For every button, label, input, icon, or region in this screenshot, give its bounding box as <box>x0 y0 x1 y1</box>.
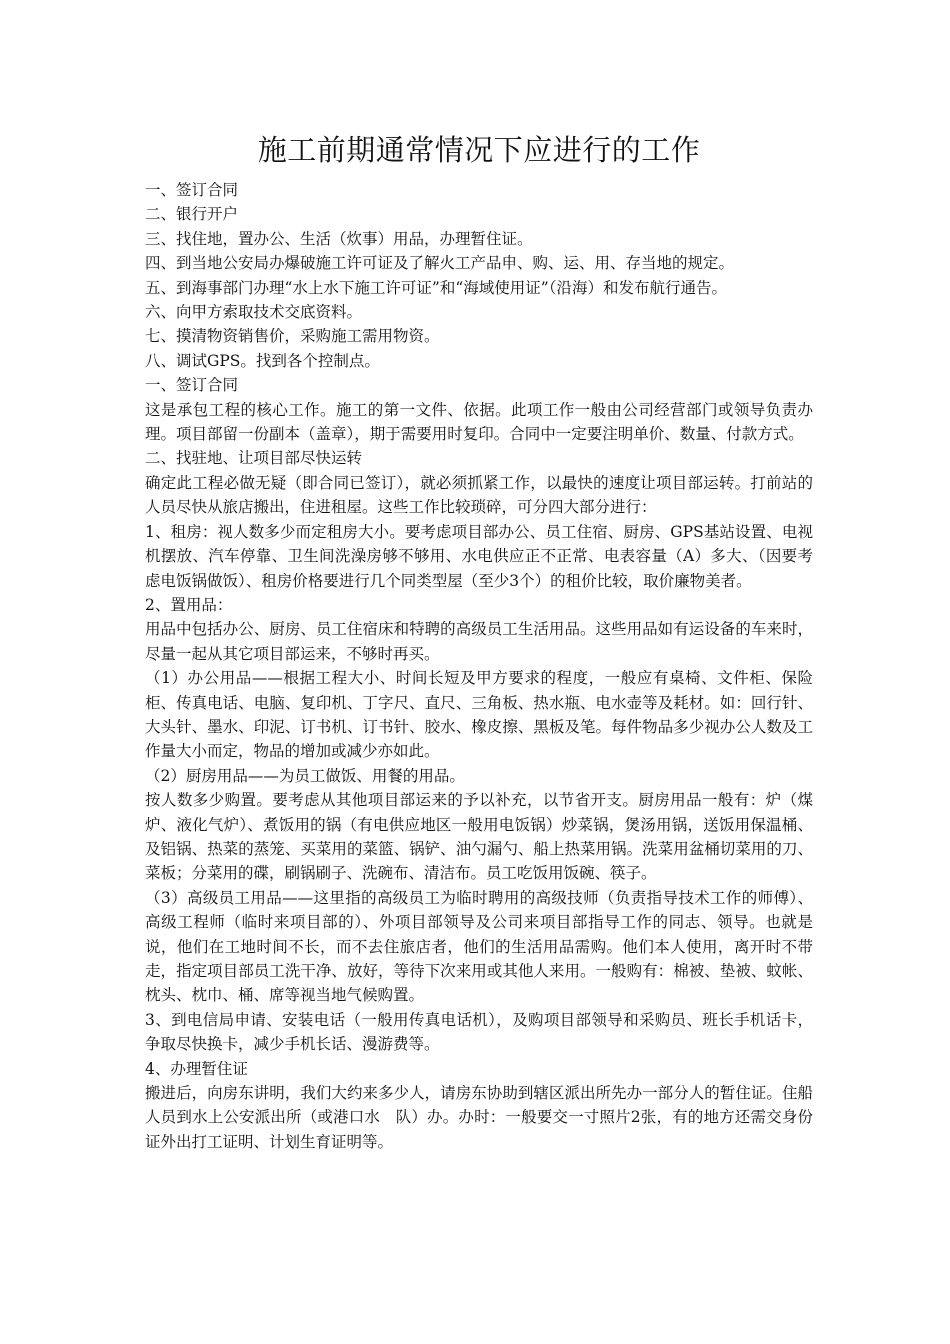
list-item-blasting-permit: 四、到当地公安局办爆破施工许可证及了解火工产品申、购、运、用、存当地的规定。 <box>145 254 735 273</box>
subheading-kitchen-supplies: （2）厨房用品——为员工做饭、用餐的用品。 <box>145 766 465 785</box>
paragraph-kitchen-supplies: 按人数多少购置。要考虑从其他项目部运来的予以补充，以节省开支。厨房用品一般有：炉（煤炉、液化气炉）、煮饭用的锅（有电供应地区一般用电饭锅）炒菜锅，煲汤用锅，送饭用保温桶、及铝锅、热菜的蒸笼、买菜用的菜篮、锅铲、油勺漏勺、船上热菜用锅。洗菜用盆桶切菜用的刀、菜板；分菜用的碟，刷锅刷子、洗碗布、清洁布。员工吃饭用饭碗、筷子。 <box>145 791 813 883</box>
document-title: 施工前期通常情况下应进行的工作 <box>257 133 701 167</box>
list-item-materials: 七、摸清物资销售价，采购施工需用物资。 <box>145 327 440 346</box>
section-heading-site: 二、找驻地、让项目部尽快运转 <box>145 449 363 468</box>
section-heading-contract: 一、签订合同 <box>145 376 239 395</box>
paragraph-supplies: 用品中包括办公、厨房、员工住宿床和特聘的高级员工生活用品。这些用品如有运设备的车来时，尽量一起从其它项目部运来，不够时再买。 <box>145 620 813 663</box>
list-item-residence: 三、找住地，置办公、生活（炊事）用品，办理暂住证。 <box>145 229 533 248</box>
document-page <box>145 128 813 1154</box>
paragraph-office-supplies: （1）办公用品——根据工程大小、时间长短及甲方要求的程度，一般应有桌椅、文件柜、保险柜、传真电话、电脑、复印机、丁字尺、直尺、三角板、热水瓶、电水壶等及耗材。如：回行针、大头针、墨水、印泥、订书机、订书针、胶水、橡皮擦、黑板及笔。每件物品多少视办公人数及工作量大小而定，物品的增加或减少亦如此。 <box>145 669 813 761</box>
paragraph-residence-permit: 搬进后，向房东讲明，我们大约来多少人，请房东协助到辖区派出所先办一部分人的暂住证。住船人员到水上公安派出所（或港口水 队）办。办时：一般要交一寸照片2张，有的地方还需交身份证外出打工证明、计划生育证明等。 <box>145 1084 813 1151</box>
paragraph-contract: 这是承包工程的核心工作。施工的第一文件、依据。此项工作一般由公司经营部门或领导负责办理。项目部留一份副本（盖章），期于需要用时复印。合同中一定要注明单价、数量、付款方式。 <box>145 400 813 444</box>
paragraph-telephone: 3、到电信局申请、安装电话（一般用传真电话机），及购项目部领导和采购员、班长手机话卡，争取尽快换卡，减少手机长话、漫游费等。 <box>145 1010 813 1054</box>
paragraph-site-intro: 确定此工程必做无疑（即合同已签订），就必须抓紧工作，以最快的速度让项目部运转。打前站的人员尽快从旅店搬出，住进租屋。这些工作比较琐碎，可分四大部分进行： <box>145 473 813 517</box>
subheading-supplies: 2、置用品： <box>145 595 233 614</box>
document-body <box>145 178 813 1154</box>
list-item-gps: 八、调试GPS。找到各个控制点。 <box>145 351 380 370</box>
list-item-maritime-permit: 五、到海事部门办理“水上水下施工许可证”和“海域使用证”（沿海）和发布航行通告。 <box>145 278 727 297</box>
subheading-residence-permit: 4、办理暂住证 <box>145 1059 248 1078</box>
list-item-contract: 一、签订合同 <box>145 181 239 199</box>
list-item-technical-data: 六、向甲方索取技术交底资料。 <box>145 303 363 322</box>
list-item-bank: 二、银行开户 <box>145 205 239 224</box>
paragraph-renting: 1、租房：视人数多少而定租房大小。要考虑项目部办公、员工住宿、厨房、GPS基站设置、电视机摆放、汽车停靠、卫生间洗澡房够不够用、水电供应正不正常、电表容量（A）多大、（因要考虑电饭锅做饭）、租房价格要进行几个同类型屋（至少3个）的租价比较，取价廉物美者。 <box>145 522 813 590</box>
paragraph-senior-staff-supplies: （3）高级员工用品——这里指的高级员工为临时聘用的高级技师（负责指导技术工作的师傅）、高级工程师（临时来项目部的）、外项目部领导及公司来项目部指导工作的同志、领导。也就是说，他们在工地时间不长，而不去住旅店者，他们的生活用品需购。他们本人使用，离开时不带走，指定项目部员工洗干净、放好，等待下次来用或其他人来用。一般购有：棉被、垫被、蚊帐、枕头、枕巾、桶、席等视当地气候购置。 <box>145 888 813 1005</box>
